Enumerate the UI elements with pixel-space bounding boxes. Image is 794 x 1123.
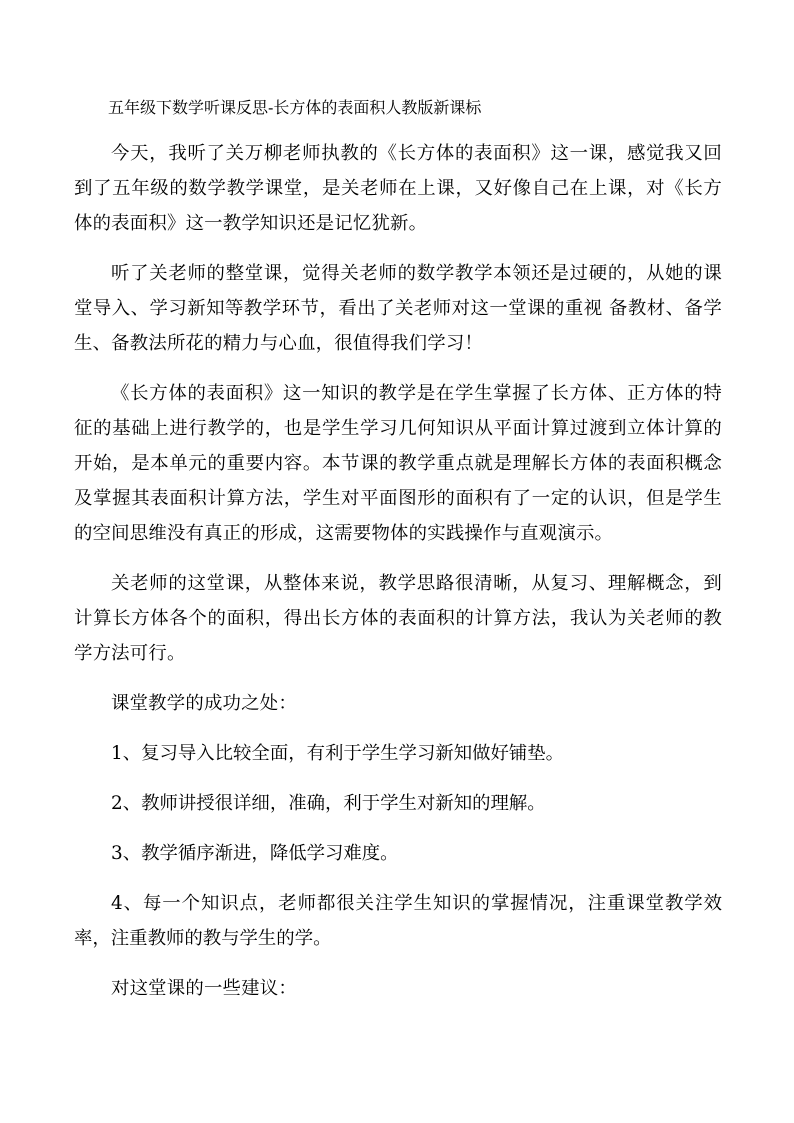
paragraph-teaching-approach: 关老师的这堂课，从整体来说，教学思路很清晰，从复习、理解概念，到计算长方体各个的面积，得出长方体的表面积的计算方法，我认为关老师的教学方法可行。 — [74, 573, 722, 664]
paragraph-intro: 今天，我听了关万柳老师执教的《长方体的表面积》这一课，感觉我又回到了五年级的数学教学课堂，是关老师在上课，又好像自己在上课，对《长方体的表面积》这一教学知识还是记忆犹新。 — [74, 143, 722, 234]
paragraph-suggestions-heading: 对这堂课的一些建议： — [111, 978, 297, 999]
list-item: 3、教学循序渐进，降低学习难度。 — [111, 843, 399, 864]
document-page — [74, 98, 722, 1021]
document-title: 五年级下数学听课反思-长方体的表面积人教版新课标 — [108, 98, 482, 117]
paragraph-successes-heading: 课堂教学的成功之处： — [111, 693, 297, 714]
list-item: 1、复习导入比较全面，有利于学生学习新知做好铺垫。 — [111, 743, 565, 764]
list-item: 2、教师讲授很详细，准确，利于学生对新知的理解。 — [111, 793, 546, 814]
list-item: 4、每一个知识点，老师都很关注学生知识的掌握情况，注重课堂教学效率，注重教师的教与学生的学。 — [74, 893, 722, 949]
paragraph-content-analysis: 《长方体的表面积》这一知识的教学是在学生掌握了长方体、正方体的特征的基础上进行教学的，也是学生学习几何知识从平面计算过渡到立体计算的开始，是本单元的重要内容。本节课的教学重点就是理解长方体的表面积概念及掌握其表面积计算方法，学生对平面图形的面积有了一定的认识，但是学生的空间思维没有真正的形成，这需要物体的实践操作与直观演示。 — [74, 383, 722, 544]
paragraph-impression: 听了关老师的整堂课，觉得关老师的数学教学本领还是过硬的，从她的课堂导入、学习新知等教学环节，看出了关老师对这一堂课的重视 备教材、备学生、备教法所花的精力与心血，很值得我们学习！ — [74, 263, 722, 354]
